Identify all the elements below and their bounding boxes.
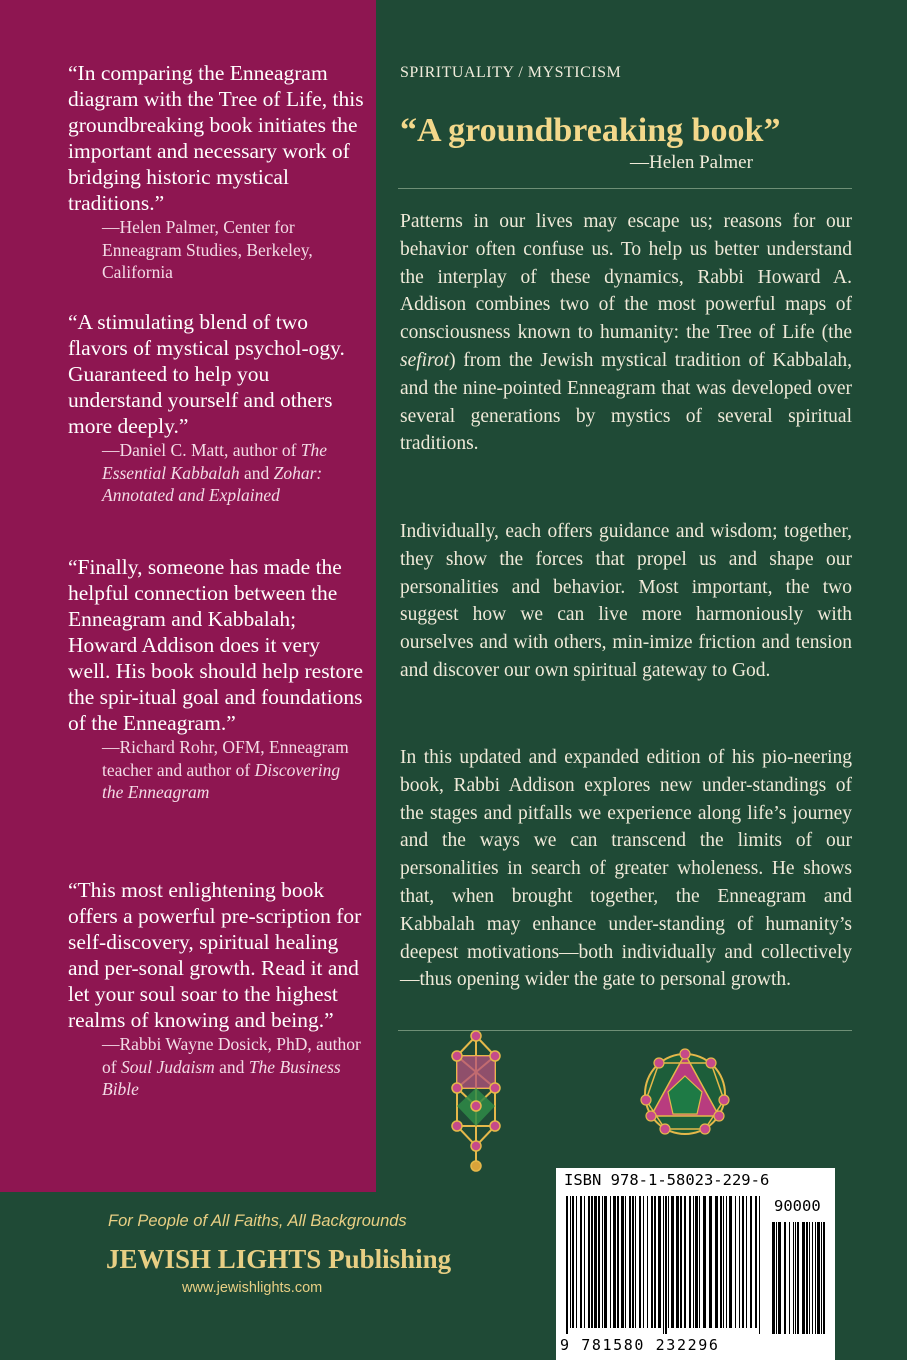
barcode-bar [617, 1196, 619, 1328]
barcode-addon-bar [776, 1222, 777, 1334]
barcode-bar [591, 1196, 593, 1328]
headline-attribution: —Helen Palmer [630, 152, 753, 173]
barcode-bar [726, 1196, 727, 1328]
attribution-author: —Richard Rohr, OFM, Enneagram teacher and author of [102, 737, 349, 780]
category-label: SPIRITUALITY / MYSTICISM [400, 64, 622, 81]
barcode-bar [709, 1196, 712, 1328]
enneagram-emblem-icon [636, 1044, 734, 1140]
barcode-bar [613, 1196, 616, 1328]
barcode-bar [588, 1196, 590, 1328]
paragraph-text: ) from the Jewish mystical tradition of Kabbalah, and the nine-pointed Enneagram that was developed over several generations by mystics of several spiritual traditions. [400, 349, 852, 455]
endorsements-panel [0, 0, 376, 1192]
barcode-addon-bar [795, 1222, 796, 1334]
ean-digits: 9 781580 232296 [560, 1336, 720, 1354]
barcode-bar [742, 1196, 744, 1328]
attribution-author: —Daniel C. Matt, author of [102, 440, 301, 460]
publisher-website[interactable]: www.jewishlights.com [182, 1280, 323, 1296]
barcode-bar [723, 1196, 724, 1328]
description-paragraph-2: Individually, each offers guidance and wisdom; together, they show the forces that propel us and shape our personalities and behavior. Most important, the two suggest how we can live more harmoniously with ourselves and with others, min-imize friction and tension and discover our own spiritual gateway to God. [400, 521, 852, 681]
barcode-bar [610, 1196, 611, 1328]
barcode-bar [693, 1196, 694, 1328]
attribution-work: Zohar: Annotated and Explained [102, 462, 323, 505]
barcode-bar [629, 1196, 631, 1328]
endorsement-matt [68, 309, 364, 507]
isbn-barcode [556, 1168, 835, 1360]
barcode-bar [668, 1196, 669, 1328]
barcode-bar [663, 1196, 664, 1334]
barcode-addon-bar [778, 1222, 781, 1334]
endorsement-text: “In comparing the Enneagram diagram with the Tree of Life, this groundbreaking book initiates the important and necessary work of bridging historic mystical traditions.” [68, 61, 364, 215]
barcode-bar [720, 1196, 722, 1328]
barcode-bar [621, 1196, 624, 1328]
barcode-bar [654, 1196, 656, 1328]
publisher-tagline: For People of All Faiths, All Backgrounds [108, 1212, 407, 1230]
paragraph-italic-term: sefirot [400, 349, 450, 371]
barcode-bar [665, 1196, 667, 1334]
endorsement-dosick [68, 877, 364, 1101]
endorsement-text: “Finally, someone has made the helpful connection between the Enneagram and Kabbalah; Howard Addison does it very well. His book should help restore the spir-itual goal and foundations of the Enneagram.” [68, 555, 363, 735]
attribution-work: The Business Bible [102, 1056, 341, 1099]
barcode-bar [689, 1196, 691, 1328]
endorsement-palmer [68, 60, 364, 284]
divider-top [398, 188, 852, 189]
attribution-work: The Essential Kabbalah [102, 440, 328, 483]
barcode-bar [643, 1196, 644, 1328]
description-paragraph-1 [400, 208, 852, 458]
barcode-bar [566, 1196, 568, 1334]
barcode-bar [695, 1196, 698, 1328]
barcode-bar [580, 1196, 582, 1328]
barcode-bar [699, 1196, 700, 1328]
barcode-bar [647, 1196, 648, 1328]
endorsement-attribution [102, 736, 364, 804]
endorsement-text: “A stimulating blend of two flavors of mystical psychol-ogy. Guaranteed to help you understand yourself and others more deeply.” [68, 310, 345, 438]
barcode-bar [759, 1196, 760, 1334]
barcode-bar [684, 1196, 686, 1328]
barcode-bar [703, 1196, 706, 1328]
barcode-bar [602, 1196, 603, 1328]
barcode-bar [598, 1196, 600, 1328]
barcode-bar [658, 1196, 661, 1328]
barcode-addon-bar [784, 1222, 786, 1334]
barcode-bar [572, 1196, 574, 1328]
tree-of-life-emblem-icon [445, 1026, 507, 1176]
barcode-bar [632, 1196, 634, 1328]
barcode-bar [739, 1196, 740, 1328]
barcode-addon-bar [823, 1222, 825, 1334]
attribution-author: —Rabbi Wayne Dosick, PhD, author of [102, 1034, 361, 1077]
paragraph-text: Patterns in our lives may escape us; reasons for our behavior often confuse us. To help us better understand the interplay of these dynamics, Rabbi Howard A. Addison combines two of the most powerful maps of consciousness known to humanity: the Tree of Life (the [400, 211, 852, 344]
barcode-bar [570, 1196, 571, 1328]
barcode-bar [651, 1196, 653, 1328]
barcode-bars-icon [566, 1196, 828, 1334]
barcode-addon-bar [789, 1222, 790, 1334]
barcode-bar [635, 1196, 636, 1328]
barcode-bar [750, 1196, 752, 1328]
barcode-bar [625, 1196, 626, 1328]
barcode-bar [729, 1196, 732, 1328]
headline-quote: “A groundbreaking book” [400, 112, 781, 149]
publisher-name: JEWISH LIGHTS Publishing [106, 1244, 452, 1274]
attribution-work: Soul Judaism [120, 1056, 215, 1077]
isbn-number: ISBN 978-1-58023-229-6 [564, 1171, 770, 1189]
barcode-bar [755, 1196, 757, 1328]
barcode-bar [671, 1196, 674, 1328]
endorsement-text: “This most enlightening book offers a powerful pre-scription for self-discovery, spiritual healing and per-sonal growth. Read it and let your soul soar to the highest realms of knowing and being.” [68, 878, 362, 1032]
barcode-addon-bar [817, 1222, 820, 1334]
barcode-bar [680, 1196, 682, 1328]
barcode-addon-bar [815, 1222, 816, 1334]
barcode-addon-bar [797, 1222, 799, 1334]
barcode-addon-bar [821, 1222, 822, 1334]
barcode-addon-bar [812, 1222, 813, 1334]
barcode-addon-bar [772, 1222, 775, 1334]
barcode-bar [604, 1196, 607, 1328]
barcode-bar [735, 1196, 736, 1328]
barcode-bar [639, 1196, 641, 1328]
barcode-bar [576, 1196, 577, 1328]
barcode-bar [676, 1196, 679, 1328]
barcode-bar [746, 1196, 747, 1328]
barcode-bar [715, 1196, 718, 1328]
description-paragraph-3: In this updated and expanded edition of his pio-neering book, Rabbi Addison explores new under-standings of the stages and pitfalls we experience along life’s journey and the ways we can transcend the limits of our personalities in search of greater wholeness. He shows that, when brought together, the Enneagram and Kabbalah may enhance under-standing of humanity’s deepest motivations—both individually and collectively—thus opening wider the gate to personal growth. [400, 747, 852, 991]
attribution-work: Discovering the Enneagram [102, 759, 341, 802]
barcode-addon-bar [802, 1222, 805, 1334]
endorsement-attribution [102, 1033, 364, 1101]
endorsement-rohr [68, 554, 364, 804]
barcode-bar [584, 1196, 585, 1328]
attribution-joiner: and [214, 1056, 249, 1077]
barcode-addon-bar [793, 1222, 794, 1334]
price-code: 90000 [774, 1197, 821, 1215]
barcode-bar [594, 1196, 597, 1328]
attribution-joiner: and [239, 462, 274, 483]
barcode-addon-bar [806, 1222, 808, 1334]
endorsement-attribution: —Helen Palmer, Center for Enneagram Studies, Berkeley, California [102, 217, 313, 282]
barcode-addon-bar [809, 1222, 810, 1334]
endorsement-attribution [102, 439, 364, 507]
